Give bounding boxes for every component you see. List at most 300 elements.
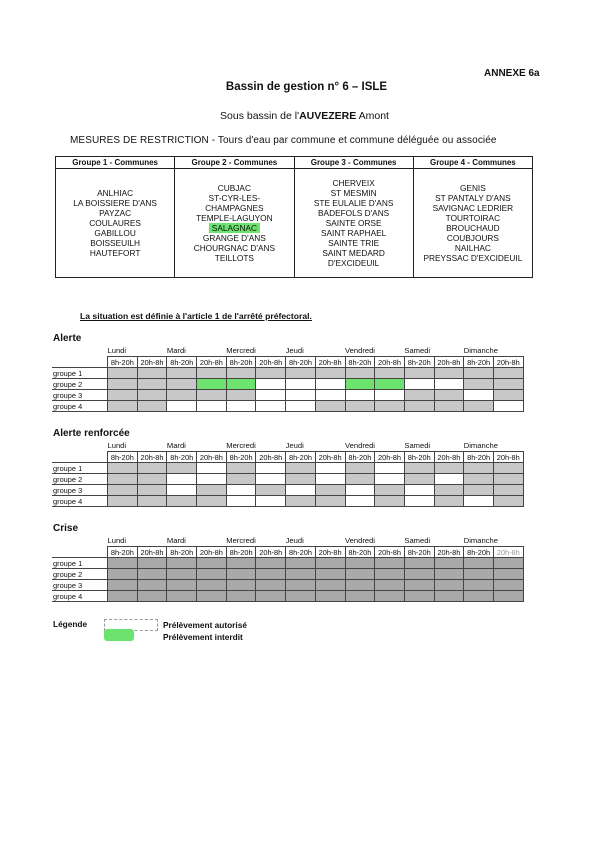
schedule-cell [375,580,405,591]
schedule-cell [256,569,286,580]
schedule-cell [197,463,227,474]
hour-header: 20h-8h [137,452,167,463]
hour-header: 8h-20h [404,452,434,463]
schedule-cell [137,496,167,507]
schedule-cell [404,474,434,485]
schedule-cell [256,401,286,412]
group-4-communes [413,169,532,278]
schedule-cell [137,474,167,485]
schedule-cell [256,368,286,379]
commune: CHOURGNAC D'ANS [193,243,276,253]
commune: SAINTE ORSE [325,218,382,228]
schedule-cell [345,591,375,602]
hours-corner [52,357,108,368]
schedule-cell [375,569,405,580]
schedule-cell [315,474,345,485]
commune: TEMPLE-LAGUYON [196,213,273,223]
group-1-title: Groupe 1 - Communes [56,157,175,169]
schedule-cell [464,379,494,390]
hour-header: 20h-8h [434,547,464,558]
schedule-cell [286,379,316,390]
schedule-cell [375,496,405,507]
schedule-cell [167,368,197,379]
section-title-alerte-renforcee: Alerte renforcée [53,428,130,439]
commune: CUBJAC [217,183,251,193]
situation-note: La situation est définie à l'article 1 de l'arrêté préfectoral. [80,311,312,321]
schedule-cell [108,390,138,401]
schedule-cell [434,591,464,602]
schedule-cell [404,463,434,474]
schedule-cell [167,569,197,580]
commune: COULAURES [89,218,141,228]
schedule-cell [493,368,523,379]
schedule-cell [434,474,464,485]
schedule-cell [464,368,494,379]
day-header: Dimanche [463,346,498,355]
group-label: groupe 3 [52,485,108,496]
hour-header: 8h-20h [345,547,375,558]
day-header: Vendredi [345,346,375,355]
group-4-title: Groupe 4 - Communes [413,157,532,169]
schedule-cell [434,496,464,507]
schedule-cell [226,379,256,390]
schedule-cell [137,485,167,496]
schedule-cell [493,580,523,591]
schedule-cell [375,379,405,390]
commune: ST-CYR-LES- [208,193,261,203]
schedule-cell [167,474,197,485]
commune: GRANGE D'ANS [202,233,266,243]
commune: SAINT MEDARD [322,248,385,258]
hour-header: 8h-20h [404,357,434,368]
day-header: Vendredi [345,536,375,545]
commune: BROUCHAUD [446,223,500,233]
hour-header: 20h-8h [197,547,227,558]
hour-header: 20h-8h [375,547,405,558]
schedule-cell [493,463,523,474]
commune: BADEFOLS D'ANS [318,208,390,218]
schedule-cell [493,496,523,507]
schedule-cell [286,485,316,496]
schedule-cell [167,401,197,412]
commune: ST PANTALY D'ANS [435,193,511,203]
group-1-communes [56,169,175,278]
hour-header: 8h-20h [464,547,494,558]
hour-header: 8h-20h [226,547,256,558]
schedule-cell [197,368,227,379]
schedule-cell [256,558,286,569]
day-header: Mardi [166,441,186,450]
schedule-cell [167,463,197,474]
commune: NAILHAC [454,243,491,253]
schedule-cell [286,368,316,379]
schedule-cell [493,390,523,401]
schedule-cell [256,390,286,401]
schedule-cell [108,558,138,569]
day-header: Mardi [166,536,186,545]
schedule-alerte-renforcee [52,440,524,507]
measures-heading: MESURES DE RESTRICTION - Tours d'eau par commune et commune déléguée ou associée [70,135,497,146]
schedule-cell [226,401,256,412]
commune: COUBJOURS [446,233,499,243]
schedule-cell [108,580,138,591]
schedule-cell [315,379,345,390]
hour-header: 8h-20h [226,452,256,463]
schedule-cell [256,591,286,602]
schedule-cell [375,474,405,485]
legend-swatch-forbidden [104,629,134,641]
schedule-cell [167,558,197,569]
schedule-cell [137,368,167,379]
hour-header: 20h-8h [434,452,464,463]
hours-corner [52,547,108,558]
hour-header: 8h-20h [286,547,316,558]
schedule-cell [167,580,197,591]
schedule-cell [493,474,523,485]
schedule-cell [137,401,167,412]
commune: LA BOISSIERE D'ANS [73,198,157,208]
schedule-cell [137,569,167,580]
schedule-cell [108,401,138,412]
schedule-cell [464,474,494,485]
hour-header: 20h-8h [493,357,523,368]
hour-header: 20h-8h [375,452,405,463]
group-3-title: Groupe 3 - Communes [294,157,413,169]
schedule-cell [137,390,167,401]
schedule-cell [315,401,345,412]
hour-header: 20h-8h [315,357,345,368]
hour-header: 20h-8h [375,357,405,368]
commune: TOURTOIRAC [445,213,501,223]
schedule-cell [345,379,375,390]
schedule-cell [197,379,227,390]
commune: CHAMPAGNES [205,203,264,213]
hour-header: 20h-8h [493,547,523,558]
schedule-cell [404,485,434,496]
groups-table [55,156,533,278]
day-header: Mercredi [226,441,256,450]
schedule-cell [167,379,197,390]
hour-header: 8h-20h [345,452,375,463]
schedule-cell [434,580,464,591]
section-title-alerte: Alerte [53,333,82,344]
schedule-cell [226,463,256,474]
hour-header: 8h-20h [226,357,256,368]
schedule-cell [345,474,375,485]
schedule-cell [315,463,345,474]
schedule-cell [197,390,227,401]
schedule-cell [464,401,494,412]
schedule-cell [375,591,405,602]
schedule-cell [286,474,316,485]
schedule-cell [434,485,464,496]
schedule-cell [226,390,256,401]
schedule-cell [464,390,494,401]
hour-header: 20h-8h [315,547,345,558]
hour-header: 20h-8h [256,357,286,368]
schedule-cell [197,569,227,580]
schedule-cell [256,496,286,507]
group-2-communes [175,169,294,278]
schedule-cell [286,580,316,591]
schedule-cell [108,591,138,602]
schedule-cell [464,496,494,507]
schedule-cell [493,558,523,569]
legend-title: Légende [53,619,88,629]
commune: SAINT RAPHAEL [320,228,387,238]
hours-corner [52,452,108,463]
commune: ANLHIAC [97,188,134,198]
hour-header: 8h-20h [108,547,138,558]
schedule-cell [404,401,434,412]
schedule-cell [137,558,167,569]
schedule-cell [345,580,375,591]
schedule-cell [226,474,256,485]
schedule-cell [167,390,197,401]
hour-header: 8h-20h [404,547,434,558]
schedule-cell [137,580,167,591]
commune: SAINTE TRIE [328,238,380,248]
schedule-cell [434,569,464,580]
hour-header: 20h-8h [315,452,345,463]
schedule-cell [167,485,197,496]
schedule-cell [375,390,405,401]
hour-header: 20h-8h [434,357,464,368]
hour-header: 20h-8h [493,452,523,463]
schedule-cell [286,591,316,602]
schedule-cell [286,401,316,412]
day-header: Jeudi [285,441,304,450]
schedule-cell [197,474,227,485]
schedule-cell [493,401,523,412]
schedule-cell [315,558,345,569]
group-label: groupe 1 [52,463,108,474]
annex-label: ANNEXE 6a [484,68,540,79]
group-3-communes [294,169,413,278]
schedule-cell [226,580,256,591]
schedule-cell [375,558,405,569]
hour-header: 8h-20h [464,452,494,463]
hour-header: 20h-8h [256,547,286,558]
commune: HAUTEFORT [89,248,141,258]
commune: PREYSSAC D'EXCIDEUIL [423,253,523,263]
hour-header: 20h-8h [137,357,167,368]
group-label: groupe 3 [52,390,108,401]
schedule-alerte [52,345,524,412]
group-label: groupe 4 [52,496,108,507]
commune: TEILLOTS [214,253,254,263]
schedule-cell [108,485,138,496]
schedule-cell [197,485,227,496]
commune-highlighted: SALAGNAC [176,223,292,233]
group-2-title: Groupe 2 - Communes [175,157,294,169]
schedule-cell [434,390,464,401]
schedule-cell [345,463,375,474]
schedule-cell [137,463,167,474]
schedule-cell [197,496,227,507]
schedule-cell [226,368,256,379]
schedule-cell [226,558,256,569]
schedule-cell [464,580,494,591]
day-header: Jeudi [285,346,304,355]
schedule-cell [345,485,375,496]
schedule-cell [108,569,138,580]
schedule-cell [434,401,464,412]
schedule-cell [345,496,375,507]
hour-header: 8h-20h [286,357,316,368]
schedule-cell [256,485,286,496]
schedule-cell [226,485,256,496]
schedule-cell [286,569,316,580]
commune: PAYZAC [99,208,132,218]
schedule-cell [286,558,316,569]
schedule-cell [375,401,405,412]
corner [52,345,108,357]
schedule-cell [197,580,227,591]
schedule-cell [464,569,494,580]
schedule-cell [375,485,405,496]
schedule-cell [315,390,345,401]
schedule-cell [137,379,167,390]
schedule-cell [286,390,316,401]
hour-header: 8h-20h [464,357,494,368]
group-label: groupe 4 [52,591,108,602]
group-label: groupe 1 [52,558,108,569]
group-label: groupe 1 [52,368,108,379]
schedule-cell [286,463,316,474]
schedule-cell [434,558,464,569]
day-header: Dimanche [463,536,498,545]
day-header: Mercredi [226,346,256,355]
day-header: Samedi [404,441,431,450]
schedule-cell [404,558,434,569]
schedule-cell [493,379,523,390]
schedule-cell [493,591,523,602]
schedule-cell [256,580,286,591]
commune: BOISSEUILH [90,238,141,248]
schedule-cell [315,485,345,496]
day-header: Jeudi [285,536,304,545]
hour-header: 20h-8h [137,547,167,558]
schedule-cell [108,474,138,485]
legend-authorized-label: Prélèvement autorisé [163,620,247,630]
day-header: Lundi [107,346,127,355]
group-label: groupe 2 [52,569,108,580]
schedule-cell [226,569,256,580]
schedule-cell [256,463,286,474]
page-title: Bassin de gestion n° 6 – ISLE [225,81,388,93]
schedule-cell [345,569,375,580]
hour-header: 8h-20h [167,357,197,368]
schedule-cell [286,496,316,507]
page-subtitle: Sous bassin de l'AUVEZERE Amont [220,110,389,122]
hour-header: 8h-20h [345,357,375,368]
schedule-cell [315,368,345,379]
corner [52,440,108,452]
commune: CHERVEIX [332,178,375,188]
commune: ST MESMIN [330,188,377,198]
hour-header: 20h-8h [197,452,227,463]
schedule-cell [434,463,464,474]
schedule-cell [167,496,197,507]
schedule-cell [404,368,434,379]
schedule-cell [315,591,345,602]
schedule-cell [315,569,345,580]
commune: STE EULALIE D'ANS [313,198,394,208]
day-header: Lundi [107,441,127,450]
schedule-cell [315,580,345,591]
schedule-cell [256,474,286,485]
commune: GENIS [459,183,486,193]
day-header: Lundi [107,536,127,545]
schedule-cell [404,390,434,401]
group-label: groupe 3 [52,580,108,591]
hour-header: 8h-20h [286,452,316,463]
group-label: groupe 2 [52,379,108,390]
schedule-cell [404,496,434,507]
schedule-cell [108,368,138,379]
schedule-cell [108,496,138,507]
day-header: Mardi [166,346,186,355]
schedule-cell [493,569,523,580]
schedule-cell [197,591,227,602]
schedule-cell [464,591,494,602]
schedule-cell [434,379,464,390]
schedule-cell [226,496,256,507]
hour-header: 8h-20h [167,547,197,558]
schedule-cell [197,401,227,412]
schedule-cell [197,558,227,569]
hour-header: 8h-20h [108,452,138,463]
day-header: Samedi [404,536,431,545]
commune: D'EXCIDEUIL [327,258,380,268]
schedule-cell [345,368,375,379]
schedule-cell [404,580,434,591]
day-header: Mercredi [226,536,256,545]
hour-header: 8h-20h [108,357,138,368]
commune: SAVIGNAC LEDRIER [432,203,514,213]
group-label: groupe 4 [52,401,108,412]
schedule-cell [167,591,197,602]
corner [52,535,108,547]
day-header: Samedi [404,346,431,355]
schedule-cell [464,558,494,569]
group-label: groupe 2 [52,474,108,485]
commune: GABILLOU [94,228,136,238]
schedule-cell [226,591,256,602]
schedule-cell [404,379,434,390]
section-title-crise: Crise [53,523,79,534]
schedule-cell [315,496,345,507]
day-header: Dimanche [463,441,498,450]
schedule-cell [375,368,405,379]
schedule-crise [52,535,524,602]
day-header: Vendredi [345,441,375,450]
schedule-cell [404,569,434,580]
legend-forbidden-label: Prélèvement interdit [163,632,243,642]
schedule-cell [493,485,523,496]
schedule-cell [464,485,494,496]
schedule-cell [256,379,286,390]
schedule-cell [375,463,405,474]
schedule-cell [108,379,138,390]
schedule-cell [404,591,434,602]
schedule-cell [108,463,138,474]
schedule-cell [345,558,375,569]
hour-header: 20h-8h [197,357,227,368]
schedule-cell [345,401,375,412]
schedule-cell [464,463,494,474]
